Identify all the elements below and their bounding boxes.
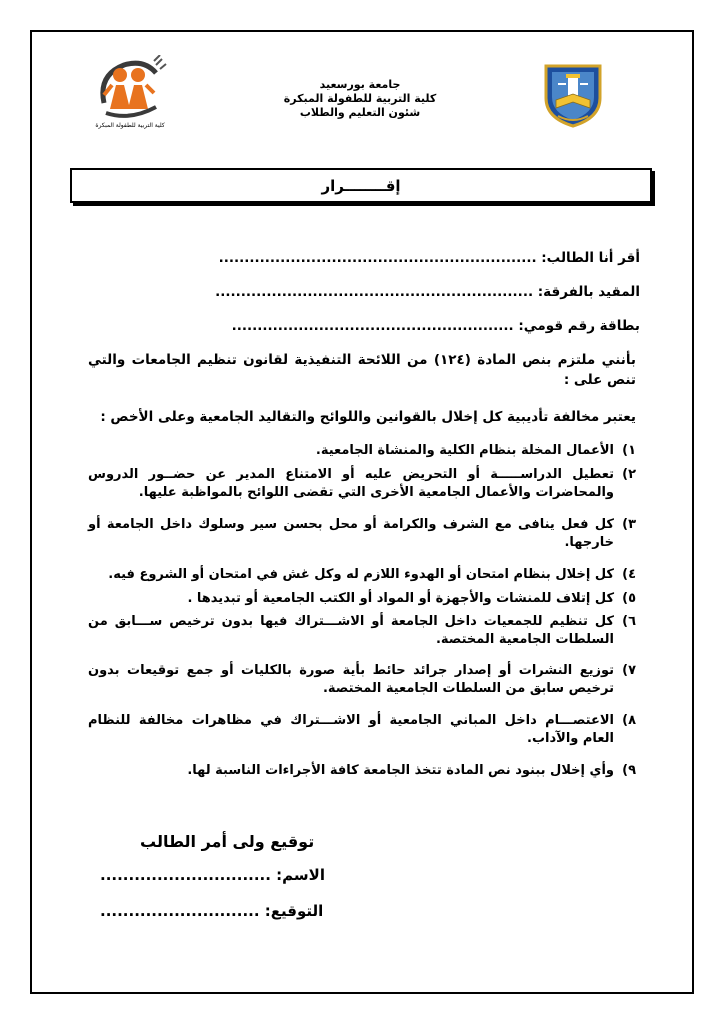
national-id-field: بطاقة رقم قومي: ....................................................... [231,318,640,334]
guardian-signature-title: توقيع ولى أمر الطالب [140,832,315,851]
letterhead [250,78,470,120]
list-item [88,516,636,552]
list-item [88,442,636,460]
list-item [88,590,636,608]
faculty-logo-caption: كلية التربية للطفولة المبكرة [95,122,165,129]
guardian-name-field: الاسم: .............................. [100,866,325,884]
list-item-number: ٢) [622,467,636,482]
violations-heading: يعتبر مخالفة تأديبية كل إخلال بالقوانين واللوائح والتقاليد الجامعية وعلى الأخص : [100,409,636,425]
faculty-name: كلية التربية للطفولة المبكرة [283,92,437,105]
department-name: شئون التعليم والطلاب [299,106,421,119]
list-item-text: الاعتصـــام داخل المباني الجامعية أو الاشـــتراك في مظاهرات مخالفة للنظام العام والآداب. [88,713,614,746]
guardian-signature-field: التوقيع: ............................ [100,902,324,920]
list-item-number: ٨) [622,713,636,728]
list-item [88,762,636,780]
list-item-text: كل إتلاف للمنشات والأجهزة أو المواد أو الكتب الجامعية أو تبديدها . [187,591,614,606]
level-field: المقيد بالفرقة: .............................................................. [215,284,640,300]
list-item-number: ٤) [622,567,636,582]
list-item-number: ١) [622,443,636,458]
faculty-logo [90,55,170,130]
list-item-text: توزيع النشرات أو إصدار جرائد حائط بأية صورة بالكليات أو جمع توقيعات بدون ترخيص سابق من السلطات الجامعية المختصة. [88,663,614,696]
list-item [88,712,636,748]
list-item-text: وأي إخلال ببنود نص المادة تتخذ الجامعة كافة الأجراءات الناسبة لها. [187,763,614,778]
list-item-number: ٧) [622,663,636,678]
list-item-text: تعطيل الدراســـــة أو التحريض عليه أو الامتناع المدير عن حضــور الدروس والمحاضرات والأعمال الجامعية الأخرى التي تقضى اللوائح بالمواظبة عليها. [88,467,614,500]
list-item-number: ٩) [622,763,636,778]
list-item-number: ٥) [622,591,636,606]
list-item [88,662,636,698]
university-logo [538,60,608,128]
list-item [88,613,636,649]
list-item-number: ٣) [622,517,636,532]
list-item-text: كل فعل ينافى مع الشرف والكرامة أو محل بحسن سير وسلوك داخل الجامعة أو خارجها. [88,517,614,550]
university-name: جامعة بورسعيد [319,78,401,91]
list-item-text: الأعمال المخلة بنظام الكلية والمنشاة الجامعية. [315,443,614,458]
list-item-text: كل تنظيم للجمعيات داخل الجامعة أو الاشـــتراك فيها بدون ترخيص ســـابق من السلطات الجامعية المختصة. [88,614,614,647]
list-item-text: كل إخلال بنظام امتحان أو الهدوء اللازم له وكل غش في امتحان أو الشروع فيه. [108,567,614,582]
list-item [88,466,636,502]
list-item-number: ٦) [622,614,636,629]
student-name-field: أقر أنا الطالب: .............................................................. [218,250,640,266]
document-title: إقــــــــرار [70,168,652,203]
intro-paragraph: بأنني ملتزم بنص المادة (١٢٤) من اللائحة التنفيذية لقانون تنظيم الجامعات والتي تنص على : [88,352,636,388]
list-item [88,566,636,584]
